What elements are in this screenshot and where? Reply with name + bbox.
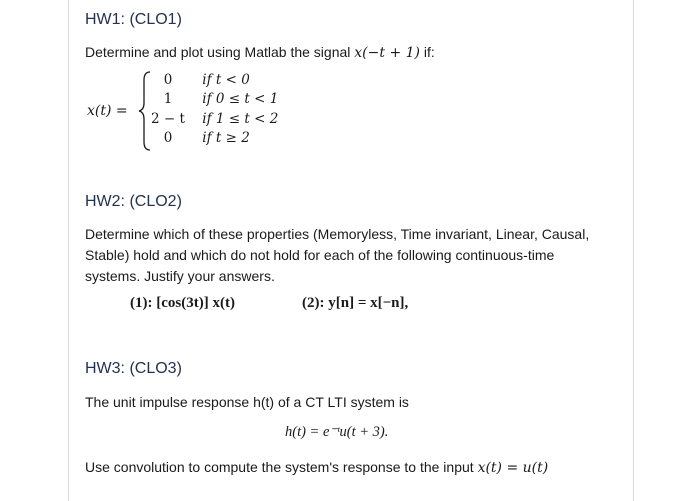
hw1-prompt-tail: if:: [423, 44, 435, 60]
case-condition: if t ≥ 2: [202, 130, 250, 146]
hw2-title: HW2: (CLO2): [85, 193, 182, 210]
hw3-text-1: The unit impulse response h(t) of a CT LTI system is: [85, 394, 409, 410]
hw3-text-2-body: Use convolution to compute the system's response to the input: [85, 459, 474, 475]
hw2-line: systems. Justify your answers.: [85, 268, 275, 284]
case-value: 0: [163, 72, 173, 88]
hw3-equation-text: h(t) = e⁻ᵗu(t + 3).: [285, 424, 389, 440]
hw2-description: [85, 224, 625, 287]
hw1-prompt-expr: x(−t + 1): [354, 45, 420, 61]
hw2-line: Stable) hold and which do not hold for each of the following continuous-time: [85, 247, 555, 263]
hw3-text-2: [85, 457, 548, 478]
hw1-prompt-text: Determine and plot using Matlab the signal: [85, 44, 351, 60]
hw3-input-expr: x(t) = u(t): [477, 460, 549, 476]
case-condition: if t < 0: [202, 72, 250, 88]
hw2-system-1: (1): [cos(3t)] x(t): [130, 295, 235, 311]
case-condition: if 1 ≤ t < 2: [202, 111, 279, 127]
hw3-equation: [285, 424, 388, 441]
case-value: 2 − t: [151, 111, 185, 127]
hw1-case-row: [148, 111, 278, 127]
hw3-title: HW3: (CLO3): [85, 360, 182, 377]
hw1-lhs: x(t) =: [87, 103, 128, 119]
case-condition: if 0 ≤ t < 1: [202, 91, 279, 107]
hw2-line: Determine which of these properties (Memoryless, Time invariant, Linear, Causal,: [85, 226, 590, 242]
case-value: 1: [163, 91, 173, 107]
hw1-case-row: [148, 72, 250, 88]
hw1-case-row: [148, 130, 250, 146]
hw1-prompt: [85, 42, 435, 63]
hw2-system-2: (2): y[n] = x[−n],: [302, 295, 409, 311]
hw1-title: HW1: (CLO1): [85, 11, 182, 28]
case-value: 0: [163, 130, 173, 146]
hw1-case-row: [148, 91, 278, 107]
